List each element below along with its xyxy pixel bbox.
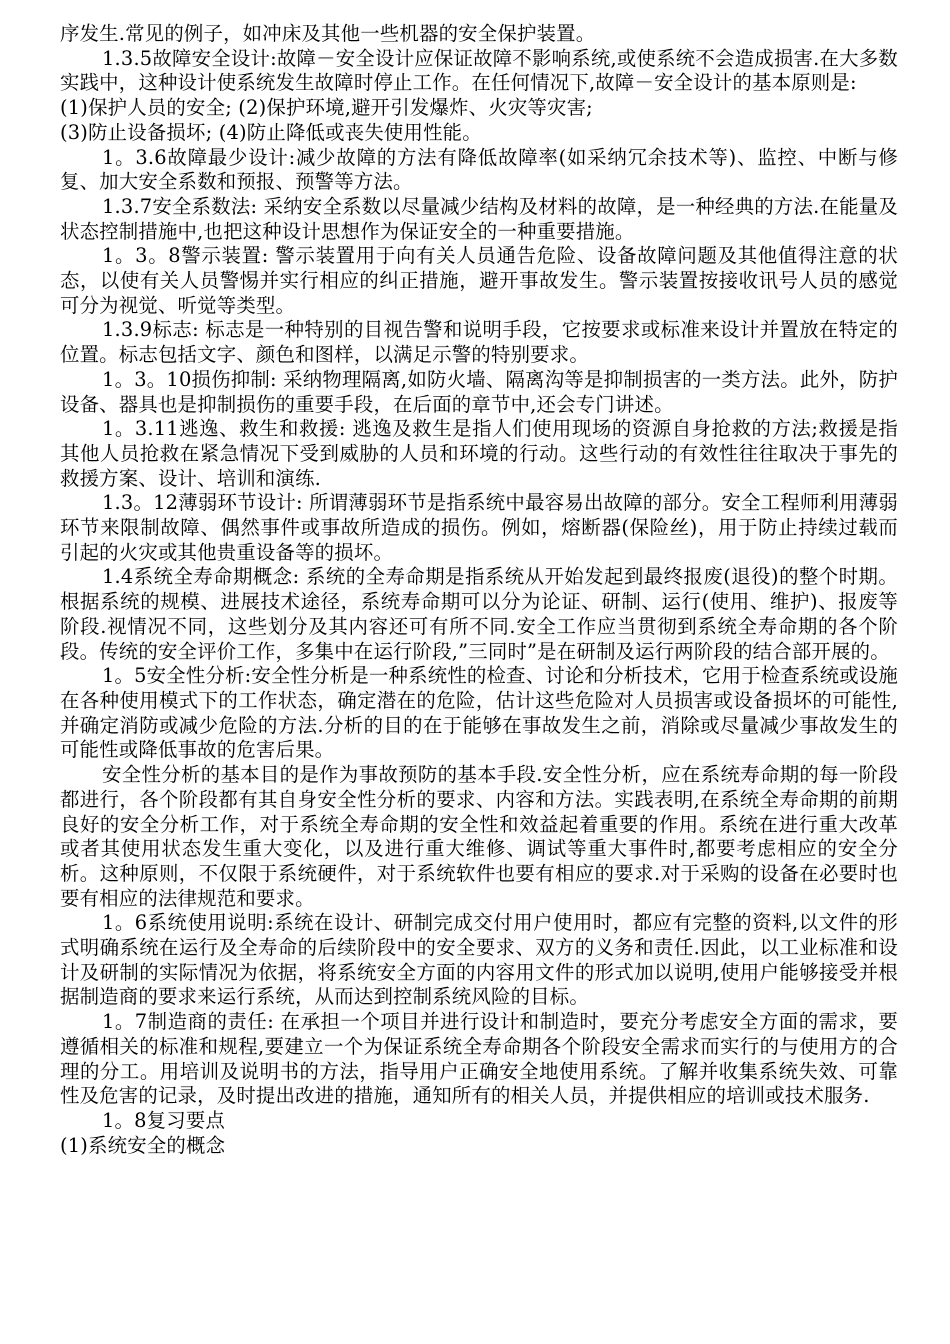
section-1-3-5-fail-safe-design: 1.3.5故障安全设计:故障－安全设计应保证故障不影响系统,或使系统不会造成损害.在大多数实践中，这种设计使系统发生故障时停止工作。在任何情况下,故障－安全设计的基本原则是: [60, 46, 898, 95]
section-1-3-6-minimum-failure-design: 1。3.6故障最少设计:减少故障的方法有降低故障率(如采纳冗余技术等)、监控、中断与修复、加大安全系数和预报、预警等方法。 [60, 145, 898, 194]
section-1-3-10-damage-suppression: 1。3。10损伤抑制: 采纳物理隔离,如防火墙、隔离沟等是抑制损害的一类方法。此外，防护设备、器具也是抑制损伤的重要手段，在后面的章节中,还会专门讲述。 [60, 367, 898, 416]
section-1-3-11-escape-rescue: 1。3.11逃逸、救生和救援: 逃逸及救生是指人们使用现场的资源自身抢救的方法;救援是指其他人员抢救在紧急情况下受到威胁的人员和环境的行动。这些行动的有效性往往取决于事先的救援方案、设计、培训和演练. [60, 417, 898, 490]
paragraph: 序发生.常见的例子，如冲床及其他一些机器的安全保护装置。 [60, 22, 596, 45]
section-1-6-system-instructions: 1。6系统使用说明:系统在设计、研制完成交付用户使用时，都应有完整的资料,以文件的形式明确系统在运行及全寿命的后续阶段中的安全要求、双方的义务和责任.因此，以工业标准和设计及研制的实际情况为依据，将系统安全方面的内容用文件的形式加以说明,使用户能够接受并根据制造商的要求来运行系统，从而达到控制系统风险的目标。 [60, 911, 898, 1009]
section-1-5-safety-analysis: 1。5安全性分析:安全性分析是一种系统性的检查、讨论和分析技术，它用于检查系统或设施在各种使用模式下的工作状态，确定潜在的危险，估计这些危险对人员损害或设备损坏的可能性,并确定消防或减少危险的方法.分析的目的在于能够在事故发生之前，消除或尽量减少事故发生的可能性或降低事故的危害后果。 [60, 664, 898, 762]
section-1-3-8-warning-devices: 1。3。8警示装置: 警示装置用于向有关人员通告危险、设备故障问题及其他值得注意的状态，以使有关人员警惕并实行相应的纠正措施，避开事故发生。警示装置按接收讯号人员的感觉可分为视觉、听觉等类型。 [60, 244, 898, 317]
fail-safe-principles-line-2: (3)防止设备损坏; (4)防止降低或丧失使用性能。 [60, 120, 482, 144]
fail-safe-principles-line-1: (1)保护人员的安全; (2)保护环境,避开引发爆炸、火灾等灾害; [60, 96, 593, 120]
section-1-3-7-safety-factor: 1.3.7安全系数法: 采纳安全系数以尽量减少结构及材料的故障，是一种经典的方法.在能量及状态控制措施中,也把这种设计思想作为保证安全的一种重要措施。 [60, 194, 898, 243]
section-1-4-life-cycle-concept: 1.4系统全寿命期概念: 系统的全寿命期是指系统从开始发起到最终报废(退役)的整个时期。根据系统的规模、进展技术途径，系统寿命期可以分为论证、研制、运行(使用、维护)、报废等阶段.视情况不同，这些划分及其内容还可有所不同.安全工作应当贯彻到系统全寿命期的各个阶段。传统的安全评价工作，多集中在运行阶段,”三同时”是在研制及运行两阶段的结合部开展的。 [60, 565, 898, 663]
safety-analysis-purpose: 安全性分析的基本目的是作为事故预防的基本手段.安全性分析，应在系统寿命期的每一阶段都进行，各个阶段都有其自身安全性分析的要求、内容和方法。实践表明,在系统全寿命期的前期良好的安全分析工作，对于系统全寿命期的安全性和效益起着重要的作用。系统在进行重大改革或者其使用状态发生重大变化，以及进行重大维修、调试等重大事件时,都要考虑相应的安全分析。这种原则，不仅限于系统硬件，对于系统软件也要有相应的要求.对于采购的设备在必要时也要有相应的法律规范和要求。 [60, 763, 898, 910]
document-page [60, 22, 898, 1158]
section-1-7-manufacturer-responsibility: 1。7制造商的责任: 在承担一个项目并进行设计和制造时，要充分考虑安全方面的需求，要遵循相关的标准和规程,要建立一个为保证系统全寿命期各个阶段安全需求而实行的与使用方的合理的分工。用培训及说明书的方法，指导用户正确安全地使用系统。了解并收集系统失效、可靠性及危害的记录，及时提出改进的措施，通知所有的相关人员，并提供相应的培训或技术服务. [60, 1010, 898, 1108]
section-1-3-12-weak-link-design: 1.3。12薄弱环节设计: 所谓薄弱环节是指系统中最容易出故障的部分。安全工程师利用薄弱环节来限制故障、偶然事件或事故所造成的损伤。例如，熔断器(保险丝)，用于防止持续过载而引起的火灾或其他贵重设备等的损坏。 [60, 491, 898, 564]
review-point-1: (1)系统安全的概念 [60, 1133, 226, 1157]
section-1-8-review-points-heading: 1。8复习要点 [102, 1108, 226, 1132]
section-1-3-9-signs: 1.3.9标志: 标志是一种特别的目视告警和说明手段，它按要求或标准来设计并置放在特定的位置。标志包括文字、颜色和图样，以满足示警的特别要求。 [60, 318, 898, 367]
